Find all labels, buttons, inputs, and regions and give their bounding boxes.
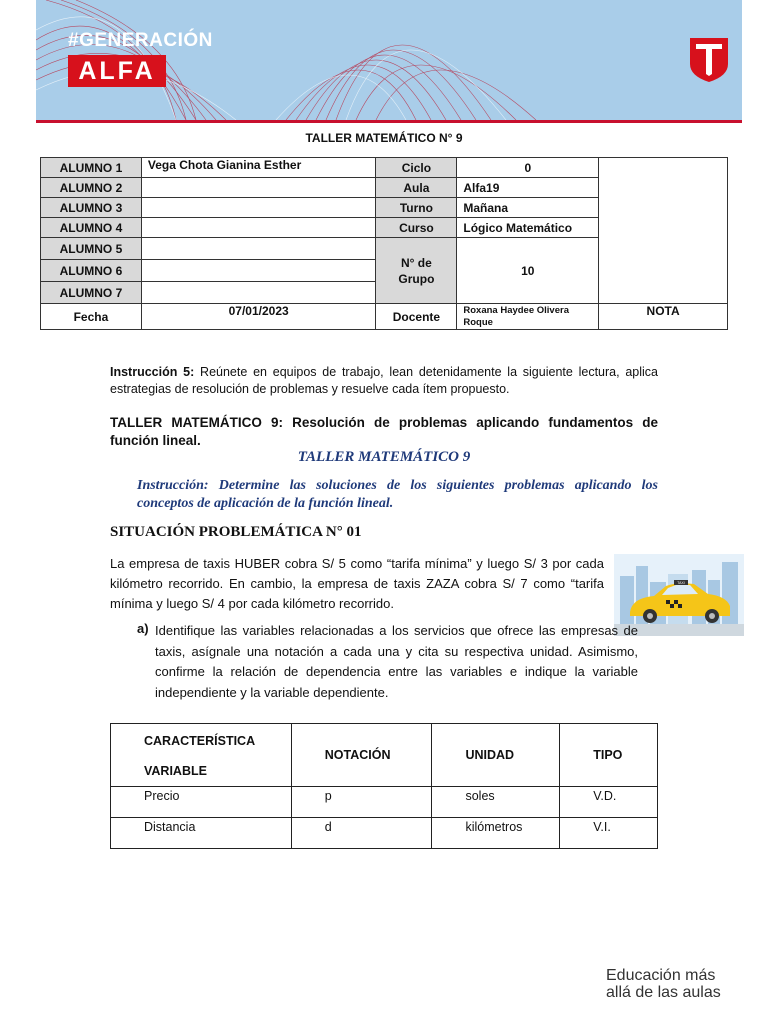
turno-value[interactable]: Mañana [457, 198, 599, 218]
banner-divider [36, 120, 742, 123]
student-name-field[interactable] [141, 198, 376, 218]
aula-value[interactable]: Alfa19 [457, 178, 599, 198]
table-row [41, 304, 728, 330]
fecha-label: Fecha [41, 304, 142, 330]
table-row [111, 818, 658, 849]
blank-cell [599, 158, 728, 304]
student-name-field[interactable] [141, 178, 376, 198]
student-name-field[interactable]: Vega Chota Gianina Esther [141, 158, 376, 178]
situation-text: La empresa de taxis HUBER cobra S/ 5 como “tarifa mínima” y luego S/ 3 por cada kilómetro recorrido. En cambio, la empresa de taxis ZAZA cobra S/ 7 como “tarifa mínima y luego S/ 4 por cada kilómetro recorrido. [110, 556, 604, 611]
situation-heading: SITUACIÓN PROBLEMÁTICA N° 01 [110, 524, 362, 540]
item-a-marker: a) [137, 621, 149, 636]
student-label: ALUMNO 4 [41, 218, 142, 238]
curso-label: Curso [376, 218, 457, 238]
blue-instruction: Instrucción: Determine las soluciones de los siguientes problemas aplicando los conceptos de aplicación de la función lineal. [137, 478, 658, 511]
column-header-notation: NOTACIÓN [291, 724, 432, 787]
instruction-text: Reúnete en equipos de trabajo, lean detenidamente la siguiente lectura, aplica estrategias de resolución de problemas y resuelve cada ítem propuesto. [110, 365, 659, 396]
workshop-heading: TALLER MATEMÁTICO 9: Resolución de problemas aplicando fundamentos de función lineal. [110, 415, 658, 448]
table-header-row [111, 724, 658, 787]
banner-hashtag: #GENERACIÓN [68, 30, 213, 51]
docente-value[interactable]: Roxana Haydee Olivera Roque [457, 304, 599, 330]
aula-label: Aula [376, 178, 457, 198]
student-label: ALUMNO 5 [41, 238, 142, 260]
workshop-title-blue: TALLER MATEMÁTICO 9 [297, 449, 471, 465]
column-header-characteristic [111, 724, 292, 787]
footer-line-2: allá de las aulas [606, 984, 721, 1001]
table-cell[interactable]: V.I. [560, 818, 658, 849]
nota-label: NOTA [599, 304, 728, 330]
grupo-value[interactable]: 10 [457, 238, 599, 304]
student-label: ALUMNO 7 [41, 282, 142, 304]
curso-value[interactable]: Lógico Matemático [457, 218, 599, 238]
student-label: ALUMNO 2 [41, 178, 142, 198]
taxi-sign-text: TAXI [677, 581, 685, 585]
header-line-characteristic: CARACTERÍSTICA [144, 734, 256, 748]
table-row [111, 787, 658, 818]
table-cell[interactable]: soles [432, 787, 560, 818]
student-name-field[interactable] [141, 218, 376, 238]
variables-table [110, 723, 658, 849]
student-label: ALUMNO 6 [41, 260, 142, 282]
grupo-label: N° de Grupo [376, 238, 457, 304]
table-cell[interactable]: Precio [111, 787, 292, 818]
table-cell[interactable]: Distancia [111, 818, 292, 849]
footer-line-1: Educación más [606, 967, 716, 984]
university-logo [690, 38, 728, 82]
table-cell[interactable]: V.D. [560, 787, 658, 818]
turno-label: Turno [376, 198, 457, 218]
document-title: TALLER MATEMÁTICO N° 9 [305, 131, 463, 145]
ciclo-value[interactable]: 0 [457, 158, 599, 178]
instruction-label: Instrucción 5: [110, 365, 195, 379]
fecha-value[interactable]: 07/01/2023 [141, 304, 376, 330]
student-label: ALUMNO 3 [41, 198, 142, 218]
student-name-field[interactable] [141, 282, 376, 304]
instruction-paragraph [110, 364, 658, 398]
table-row [41, 158, 728, 178]
banner-brand: ALFA [68, 55, 166, 87]
column-header-type: TIPO [560, 724, 658, 787]
student-label: ALUMNO 1 [41, 158, 142, 178]
footer-slogan [606, 967, 721, 1001]
docente-label: Docente [376, 304, 457, 330]
table-cell[interactable]: kilómetros [432, 818, 560, 849]
ciclo-label: Ciclo [376, 158, 457, 178]
column-header-unit: UNIDAD [432, 724, 560, 787]
student-name-field[interactable] [141, 238, 376, 260]
table-cell[interactable]: d [291, 818, 432, 849]
table-cell[interactable]: p [291, 787, 432, 818]
item-a-text: Identifique las variables relacionadas a los servicios que ofrece las empresas de taxis, asígnale una notación a cada una y cita su respectiva unidad. Asimismo, confirme la relación de dependencia entre las variables e indique la variable independiente y la variable dependiente. [155, 623, 638, 700]
student-info-table [40, 157, 728, 330]
header-line-variable: VARIABLE [144, 764, 207, 778]
student-name-field[interactable] [141, 260, 376, 282]
